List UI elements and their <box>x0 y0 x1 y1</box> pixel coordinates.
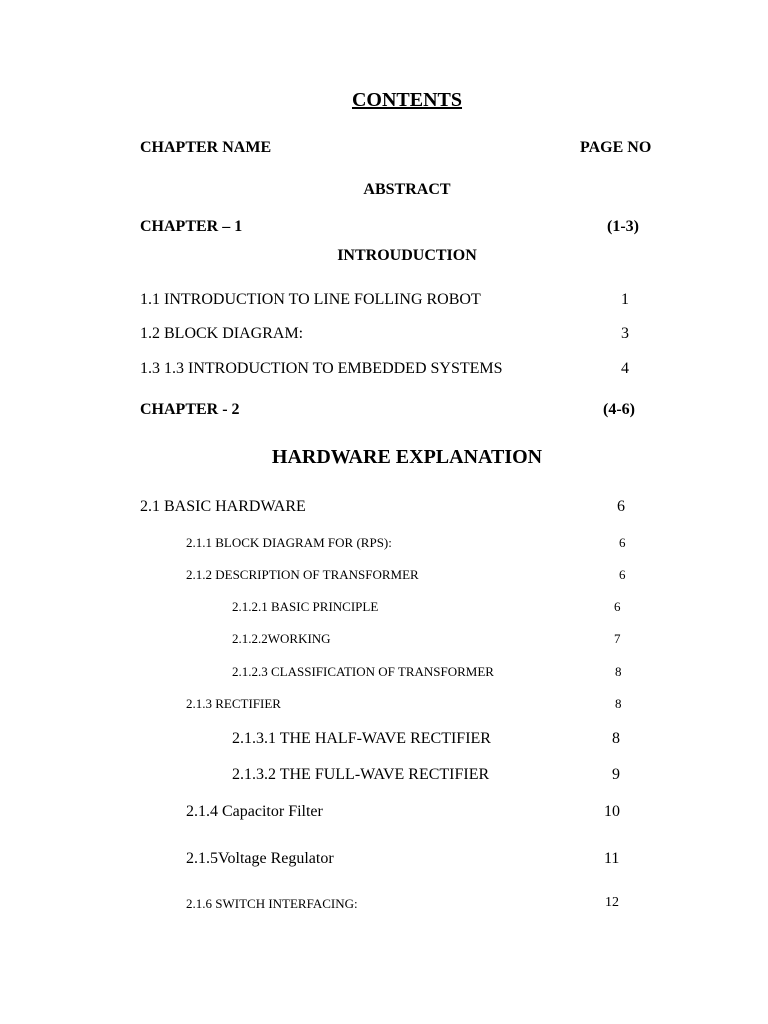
toc-entry-2-1: 2.1 BASIC HARDWARE <box>140 498 306 515</box>
toc-entry-1-1: 1.1 INTRODUCTION TO LINE FOLLING ROBOT <box>140 291 481 308</box>
toc-entry-2-1-2-2: 2.1.2.2WORKING <box>232 631 331 646</box>
toc-page-1-2: 3 <box>621 325 629 342</box>
toc-entry-1-2: 1.2 BLOCK DIAGRAM: <box>140 325 304 342</box>
toc-page-2-1-2-3: 8 <box>615 664 622 679</box>
chapter-2-title: HARDWARE EXPLANATION <box>271 446 543 468</box>
toc-entry-2-1-2: 2.1.2 DESCRIPTION OF TRANSFORMER <box>186 567 419 582</box>
chapter-1-pages: (1-3) <box>607 218 639 235</box>
chapter-1-title: INTROUDUCTION <box>337 247 477 264</box>
chapter-2-pages: (4-6) <box>603 401 635 418</box>
toc-page-2-1-2-1: 6 <box>614 599 621 614</box>
toc-entry-2-1-3: 2.1.3 RECTIFIER <box>186 696 281 711</box>
toc-entry-2-1-2-3: 2.1.2.3 CLASSIFICATION OF TRANSFORMER <box>232 664 494 679</box>
toc-entry-2-1-1: 2.1.1 BLOCK DIAGRAM FOR (RPS): <box>186 535 392 550</box>
page-title: CONTENTS <box>351 89 463 111</box>
toc-entry-2-1-3-1: 2.1.3.1 THE HALF-WAVE RECTIFIER <box>232 730 491 747</box>
toc-entry-1-3: 1.3 1.3 INTRODUCTION TO EMBEDDED SYSTEMS <box>140 360 503 377</box>
chapter-2-label: CHAPTER - 2 <box>140 401 240 418</box>
toc-page-2-1-3-1: 8 <box>612 730 620 747</box>
toc-page-1-1: 1 <box>621 291 629 308</box>
toc-page-2-1: 6 <box>617 498 625 515</box>
toc-page-2-1-3-2: 9 <box>612 766 620 783</box>
toc-entry-2-1-5: 2.1.5Voltage Regulator <box>186 850 334 867</box>
toc-entry-2-1-4: 2.1.4 Capacitor Filter <box>186 803 323 820</box>
toc-entry-2-1-3-2: 2.1.3.2 THE FULL-WAVE RECTIFIER <box>232 766 490 783</box>
toc-page-1-3: 4 <box>621 360 629 377</box>
page-no-header: PAGE NO <box>580 139 652 156</box>
toc-page-2-1-3: 8 <box>615 696 622 711</box>
toc-page-2-1-2-2: 7 <box>614 631 621 646</box>
toc-page-2-1-4: 10 <box>604 803 620 820</box>
toc-page-2-1-6: 12 <box>605 895 619 910</box>
abstract-heading: ABSTRACT <box>363 181 451 198</box>
toc-page-2-1-1: 6 <box>619 535 626 550</box>
toc-page-2-1-2: 6 <box>619 567 626 582</box>
toc-entry-2-1-2-1: 2.1.2.1 BASIC PRINCIPLE <box>232 599 379 614</box>
toc-entry-2-1-6: 2.1.6 SWITCH INTERFACING: <box>186 896 358 911</box>
chapter-1-label: CHAPTER – 1 <box>140 218 243 235</box>
chapter-name-header: CHAPTER NAME <box>140 139 272 156</box>
toc-page-2-1-5: 11 <box>604 850 620 867</box>
